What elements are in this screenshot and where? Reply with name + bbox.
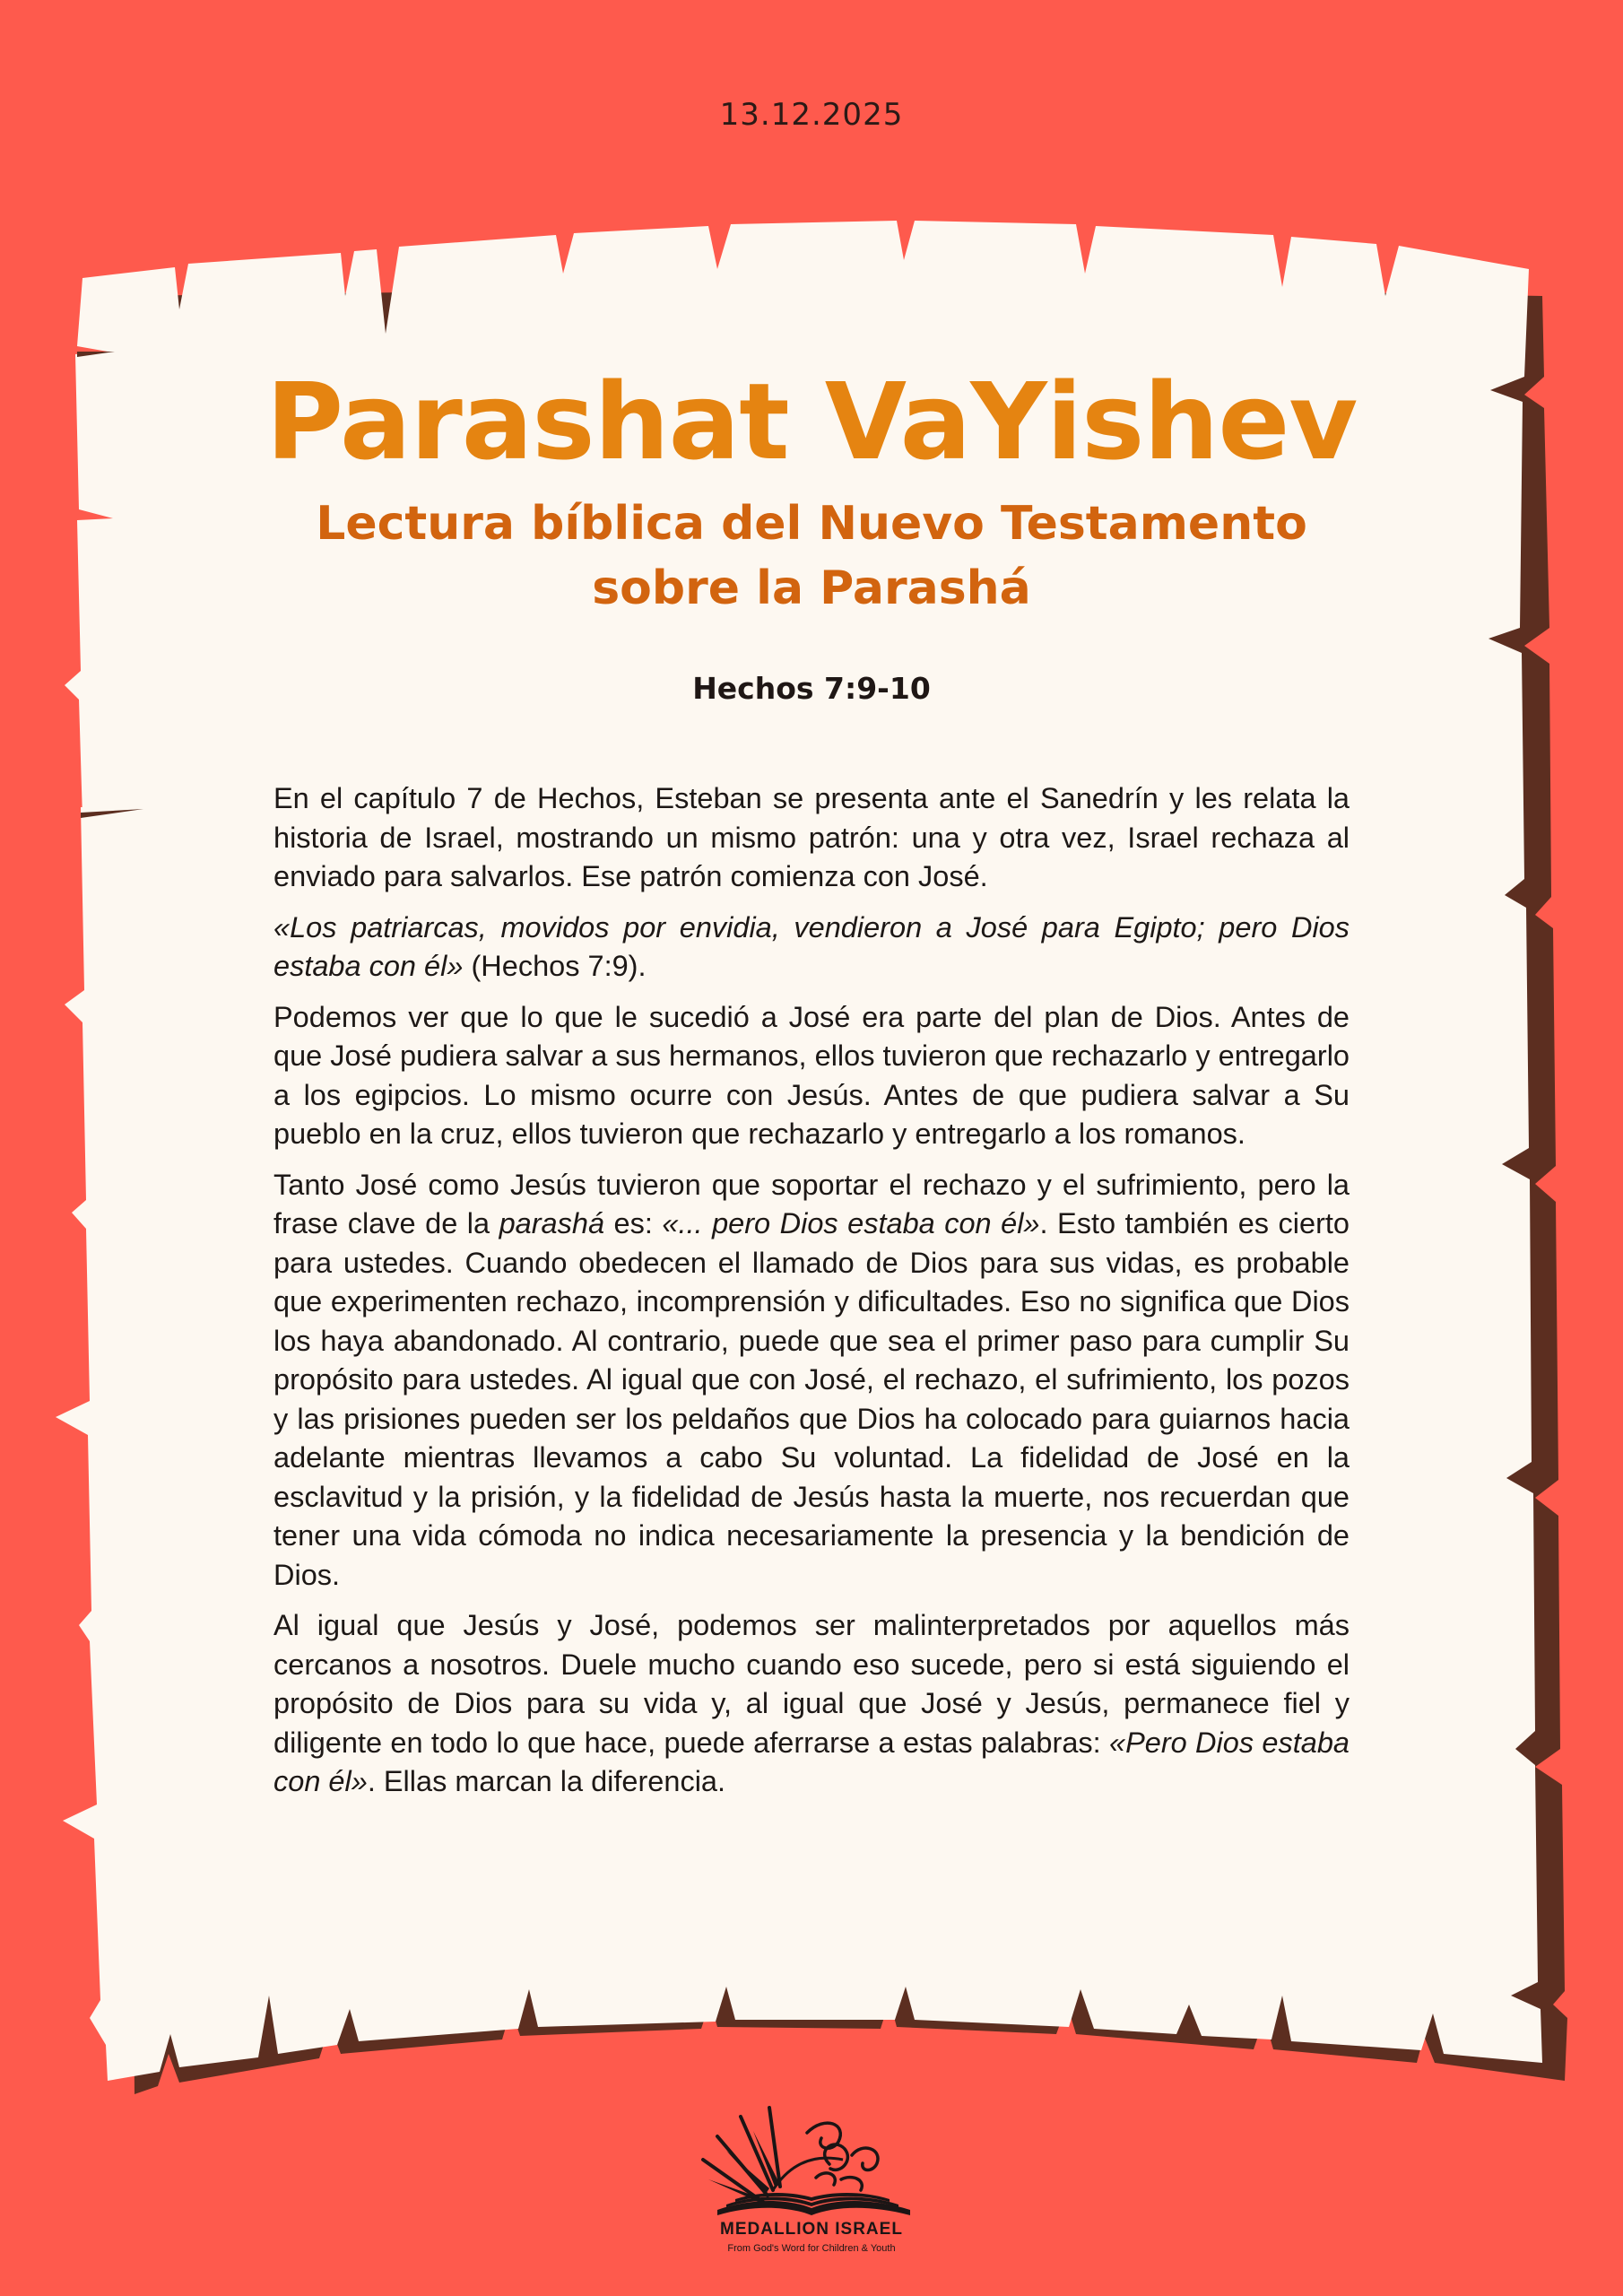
open-book-sunburst-icon [690, 2097, 933, 2222]
subtitle-line-1: Lectura bíblica del Nuevo Testamento [316, 497, 1307, 551]
date: 13.12.2025 [719, 97, 904, 133]
paragraph-3: Podemos ver que lo que le sucedió a José era parte del plan de Dios. Antes de que José pudiera salvar a sus hermanos, ellos tuvieron que rechazarlo y entregarlo a los egipcios. Lo mismo ocurre con Jesús. Antes de que pudiera salvar a Su pueblo en la cruz, ellos tuvieron que rechazarlo y entregarlo a los romanos. [273, 1000, 1350, 1150]
closing-quote: «Pero Dios estaba con él» [273, 1726, 1350, 1797]
paragraph-4 [273, 1166, 1350, 1596]
scripture-reference: Hechos 7:9-10 [692, 671, 931, 706]
quote-reference: (Hechos 7:9). [463, 950, 647, 982]
subtitle [273, 491, 1350, 621]
paragraph-4-text-a: Tanto José como Jesús tuvieron que soportar el rechazo y el sufrimiento, pero la frase clave de la [273, 1168, 1350, 1239]
logo-tagline: From God's Word for Children & Youth [727, 2243, 896, 2254]
key-phrase-quote: «... pero Dios estaba con él» [662, 1207, 1040, 1239]
logo-name: MEDALLION ISRAEL [720, 2220, 903, 2239]
page-title: Parashat VaYishev [265, 360, 1358, 483]
paragraph-5-text-a: Al igual que Jesús y José, podemos ser malinterpretados por aquellos más cercanos a nosotros. Duele mucho cuando eso sucede, pero si está siguiendo el propósito de Dios para su vida y, al igual que José y Jesús, permanece fiel y diligente en todo lo que hace, puede aferrarse a estas palabras: [273, 1609, 1350, 1759]
subtitle-line-2: sobre la Parashá [592, 561, 1031, 615]
article-body [273, 779, 1350, 1802]
medallion-israel-logo [690, 2097, 933, 2258]
paragraph-5 [273, 1606, 1350, 1802]
quote-acts-7-9: «Los patriarcas, movidos por envidia, vendieron a José para Egipto; pero Dios estaba con él» [273, 910, 1350, 982]
parasha-word: parashá [499, 1207, 605, 1239]
paragraph-5-text-b: . Ellas marcan la diferencia. [367, 1765, 726, 1797]
paragraph-1: En el capítulo 7 de Hechos, Esteban se presenta ante el Sanedrín y les relata la historia de Israel, mostrando un mismo patrón: una y otra vez, Israel rechaza al enviado para salvarlos. Ese patrón comienza con José. [273, 782, 1350, 892]
paragraph-2 [273, 909, 1350, 987]
paragraph-4-text-c: . Esto también es cierto para ustedes. Cuando obedecen el llamado de Dios para sus vidas, es probable que experimenten rechazo, incomprensión y dificultades. Eso no significa que Dios los haya abandonado. Al contrario, puede que sea el primer paso para cumplir Su propósito para ustedes. Al igual que con José, el rechazo, el sufrimiento, los pozos y las prisiones pueden ser los peldaños que Dios ha colocado para guiarnos hacia adelante mientras llevamos a cabo Su voluntad. La fidelidad de José en la esclavitud y la prisión, y la fidelidad de Jesús hasta la muerte, nos recuerdan que tener una vida cómoda no indica necesariamente la presencia y la bendición de Dios. [273, 1207, 1350, 1591]
paragraph-4-text-b: es: [604, 1207, 663, 1239]
article [265, 359, 1358, 1813]
